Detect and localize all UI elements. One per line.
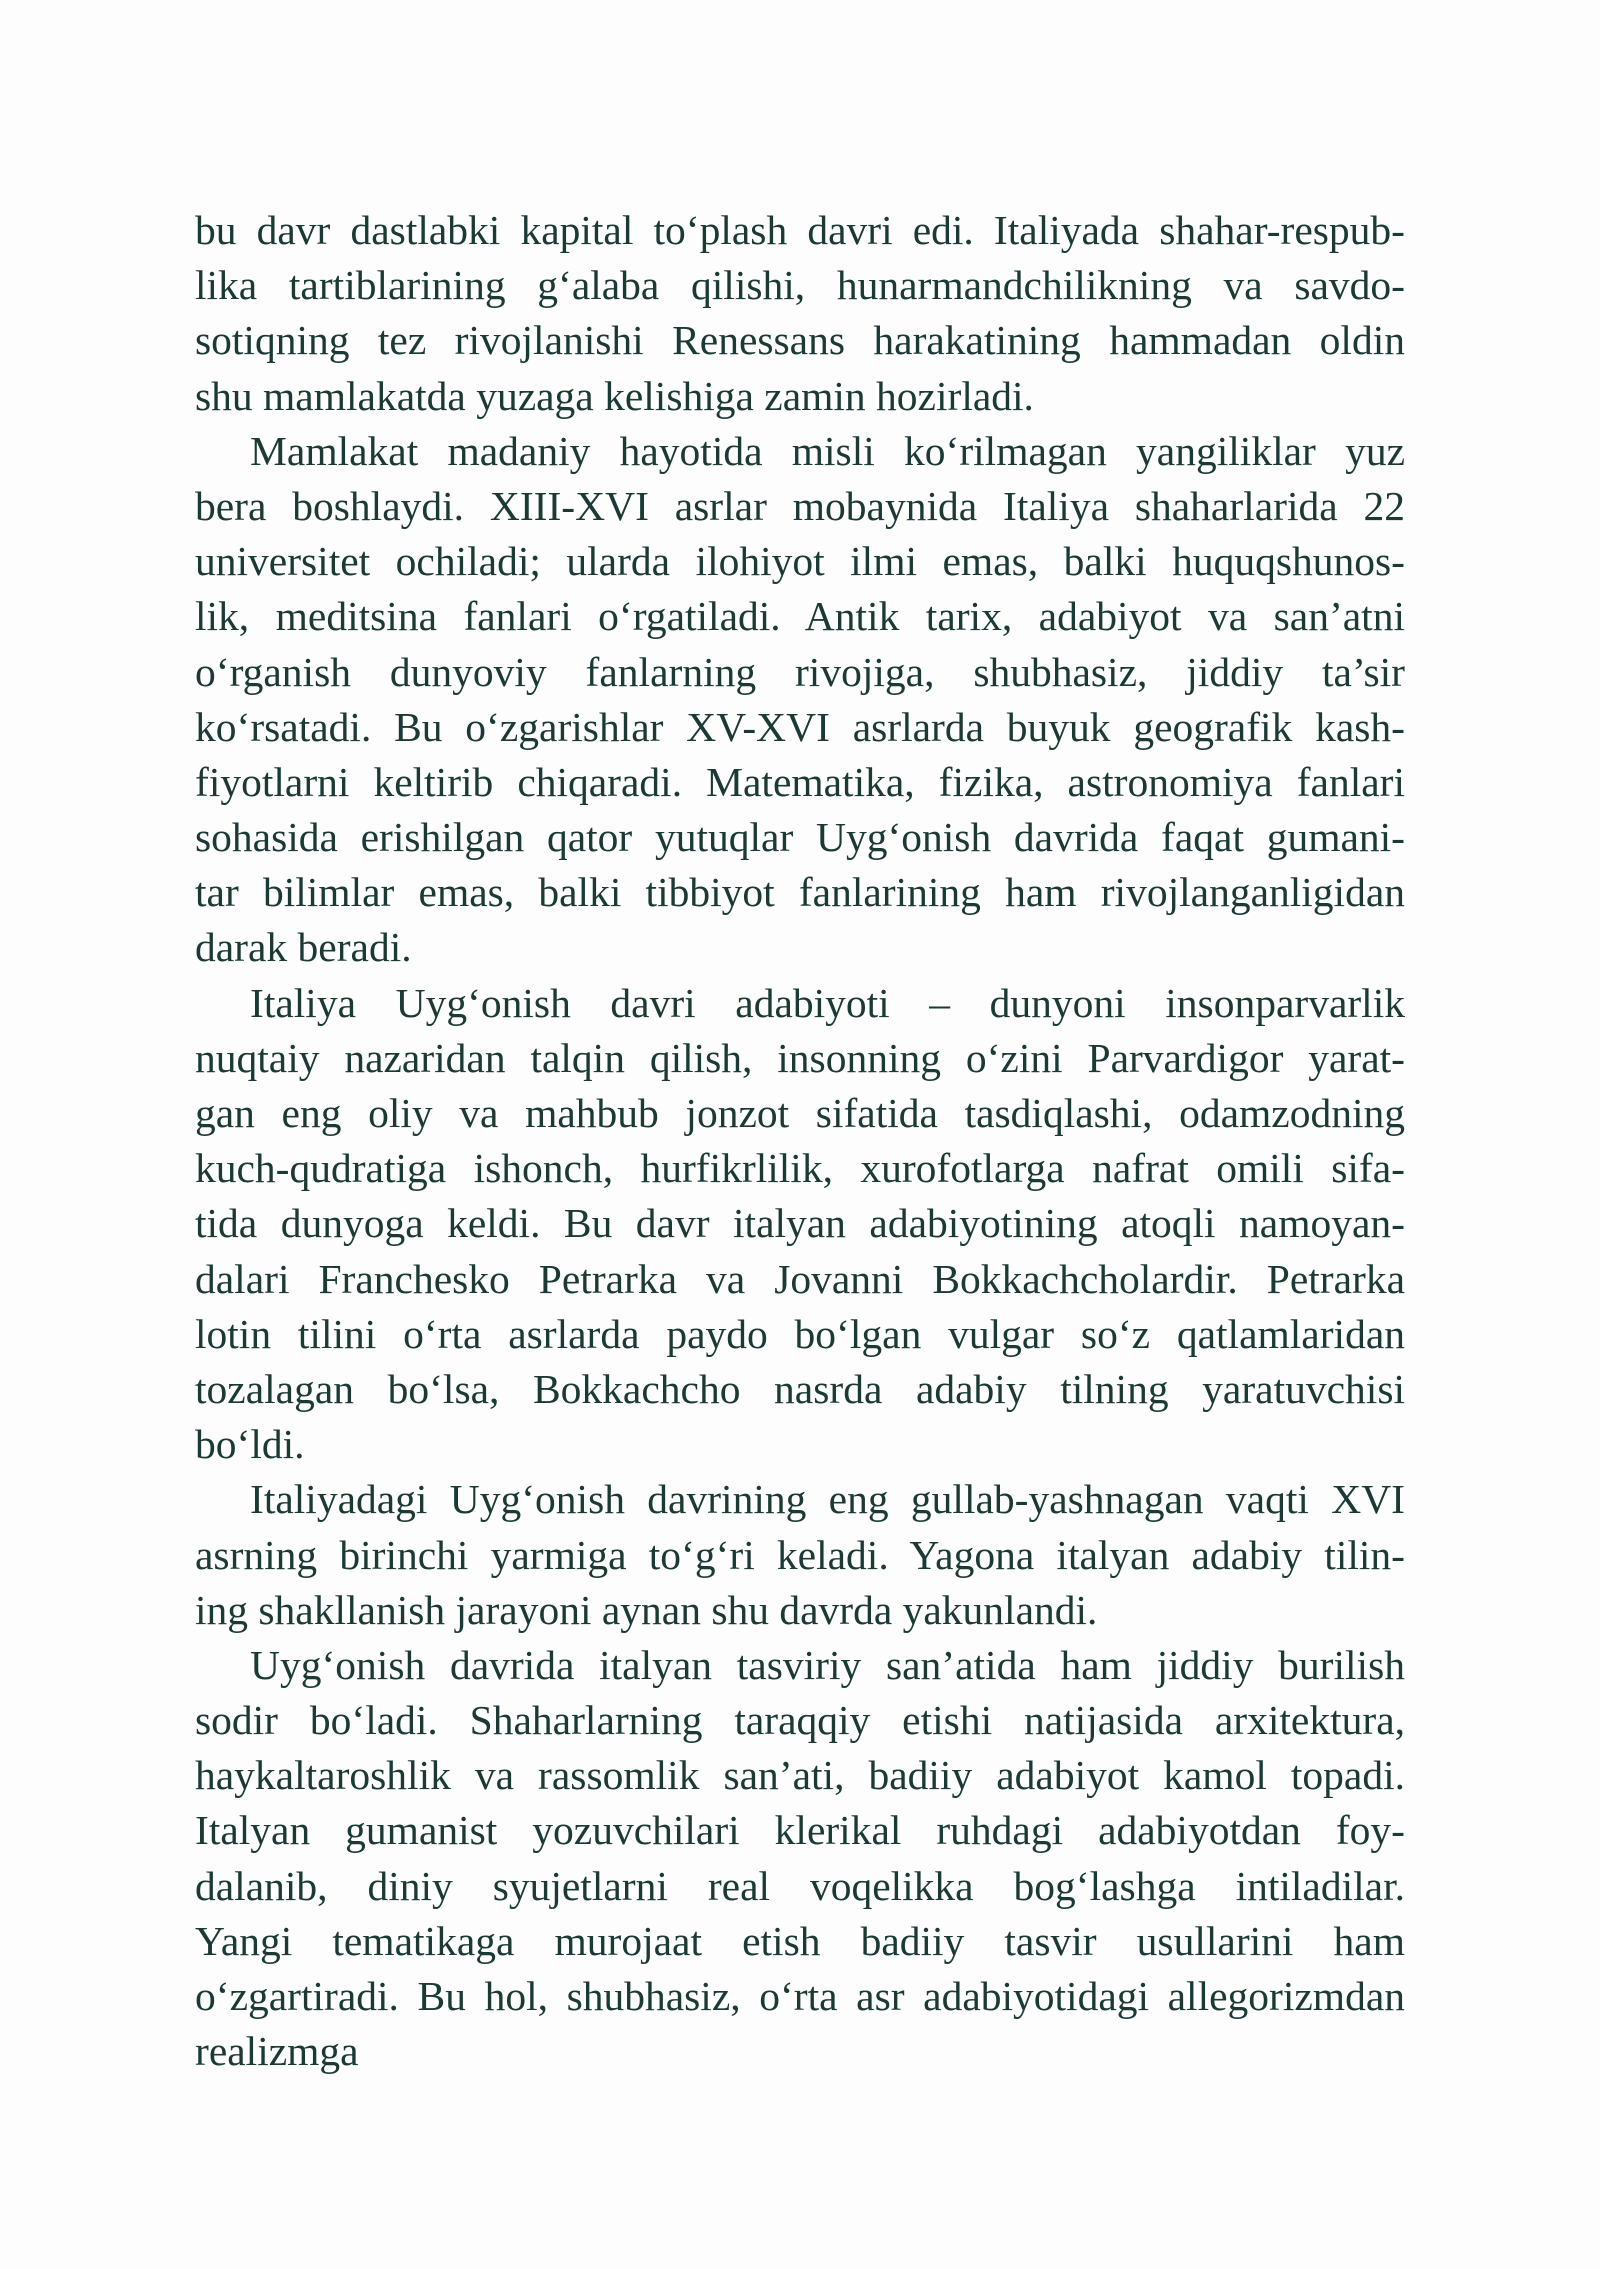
text-line: sodir bo‘ladi. Shaharlarning taraqqiy etishi natijasida arxitektura,	[195, 1697, 1405, 1744]
text-line: Mamlakat madaniy hayotida misli ko‘rilmagan yangiliklar yuz	[250, 427, 1405, 474]
text-line: o‘zgartiradi. Bu hol, shubhasiz, o‘rta asr adabiyotidagi allegorizmdan	[195, 1973, 1405, 2019]
text-line: realizmga	[195, 2028, 359, 2075]
text-line: lika tartiblarining g‘alaba qilishi, hunarmandchilikning va savdo-	[195, 262, 1405, 309]
text-line: Italiya Uyg‘onish davri adabiyoti – dunyoni insonparvarlik	[250, 979, 1405, 1026]
text-line: kuch-qudratiga ishonch, hurfikrlilik, xurofotlarga nafrat omili sifa-	[195, 1145, 1405, 1192]
text-line: Uyg‘onish davrida italyan tasviriy san’atida ham jiddiy burilish	[250, 1641, 1405, 1688]
text-line: nuqtaiy nazaridan talqin qilish, insonning o‘zini Parvardigor yarat-	[195, 1034, 1405, 1081]
text-line: Italyan gumanist yozuvchilari klerikal ruhdagi adabiyotdan foy-	[195, 1807, 1405, 1854]
text-line: asrning birinchi yarmiga to‘g‘ri keladi. Yagona italyan adabiy tilin-	[195, 1531, 1405, 1578]
text-line: bera boshlaydi. XIII-XVI asrlar mobaynida Italiya shaharlarida 22	[195, 482, 1405, 529]
text-line: Yangi tematikaga murojaat etish badiiy tasvir usullarini ham	[195, 1917, 1405, 1964]
paragraph	[195, 203, 1405, 424]
text-line: tozalagan bo‘lsa, Bokkachcho nasrda adabiy tilning yaratuvchisi	[195, 1365, 1405, 1412]
text-line: sohasida erishilgan qator yutuqlar Uyg‘onish davrida faqat gumani-	[195, 814, 1405, 861]
text-line: bu davr dastlabki kapital to‘plash davri edi. Italiyada shahar-respub-	[195, 207, 1405, 253]
text-line: lotin tilini o‘rta asrlarda paydo bo‘lgan vulgar so‘z qatlamlaridan	[195, 1310, 1405, 1357]
text-line: fiyotlarni keltirib chiqaradi. Matematika, fizika, astronomiya fanlari	[195, 758, 1405, 805]
text-line: o‘rganish dunyoviy fanlarning rivojiga, shubhasiz, jiddiy ta’sir	[195, 648, 1405, 695]
paragraph	[195, 1638, 1405, 2080]
text-line: sotiqning tez rivojlanishi Renessans harakatining hammadan oldin	[195, 317, 1405, 364]
text-line: tida dunyoga keldi. Bu davr italyan adabiyotining atoqli namoyan-	[195, 1200, 1405, 1247]
text-line: dalanib, diniy syujetlarni real voqelikka bog‘lashga intiladilar.	[195, 1862, 1405, 1909]
text-line: gan eng oliy va mahbub jonzot sifatida tasdiqlashi, odamzodning	[195, 1090, 1405, 1136]
page-body	[195, 203, 1405, 2103]
text-line: ko‘rsatadi. Bu o‘zgarishlar XV-XVI asrlarda buyuk geografik kash-	[195, 703, 1405, 750]
paragraph	[195, 976, 1405, 1473]
text-line: bo‘ldi.	[195, 1421, 305, 1468]
text-line: shu mamlakatda yuzaga kelishiga zamin hozirladi.	[195, 372, 1034, 419]
text-line: darak beradi.	[195, 924, 412, 971]
paragraph	[195, 424, 1405, 976]
text-line: dalari Franchesko Petrarka va Jovanni Bokkachcholardir. Petrarka	[195, 1255, 1405, 1302]
paragraph	[195, 1472, 1405, 1638]
text-line: universitet ochiladi; ularda ilohiyot ilmi emas, balki huquqshunos-	[195, 538, 1405, 585]
text-line: tar bilimlar emas, balki tibbiyot fanlarining ham rivojlanganligidan	[195, 869, 1405, 916]
text-line: lik, meditsina fanlari o‘rgatiladi. Antik tarix, adabiyot va san’atni	[195, 593, 1405, 640]
text-line: Italiyadagi Uyg‘onish davrining eng gullab-yashnagan vaqti XVI	[250, 1476, 1405, 1523]
text-line: ing shakllanish jarayoni aynan shu davrda yakunlandi.	[195, 1586, 1098, 1633]
text-line: haykaltaroshlik va rassomlik san’ati, badiiy adabiyot kamol topadi.	[195, 1752, 1405, 1799]
